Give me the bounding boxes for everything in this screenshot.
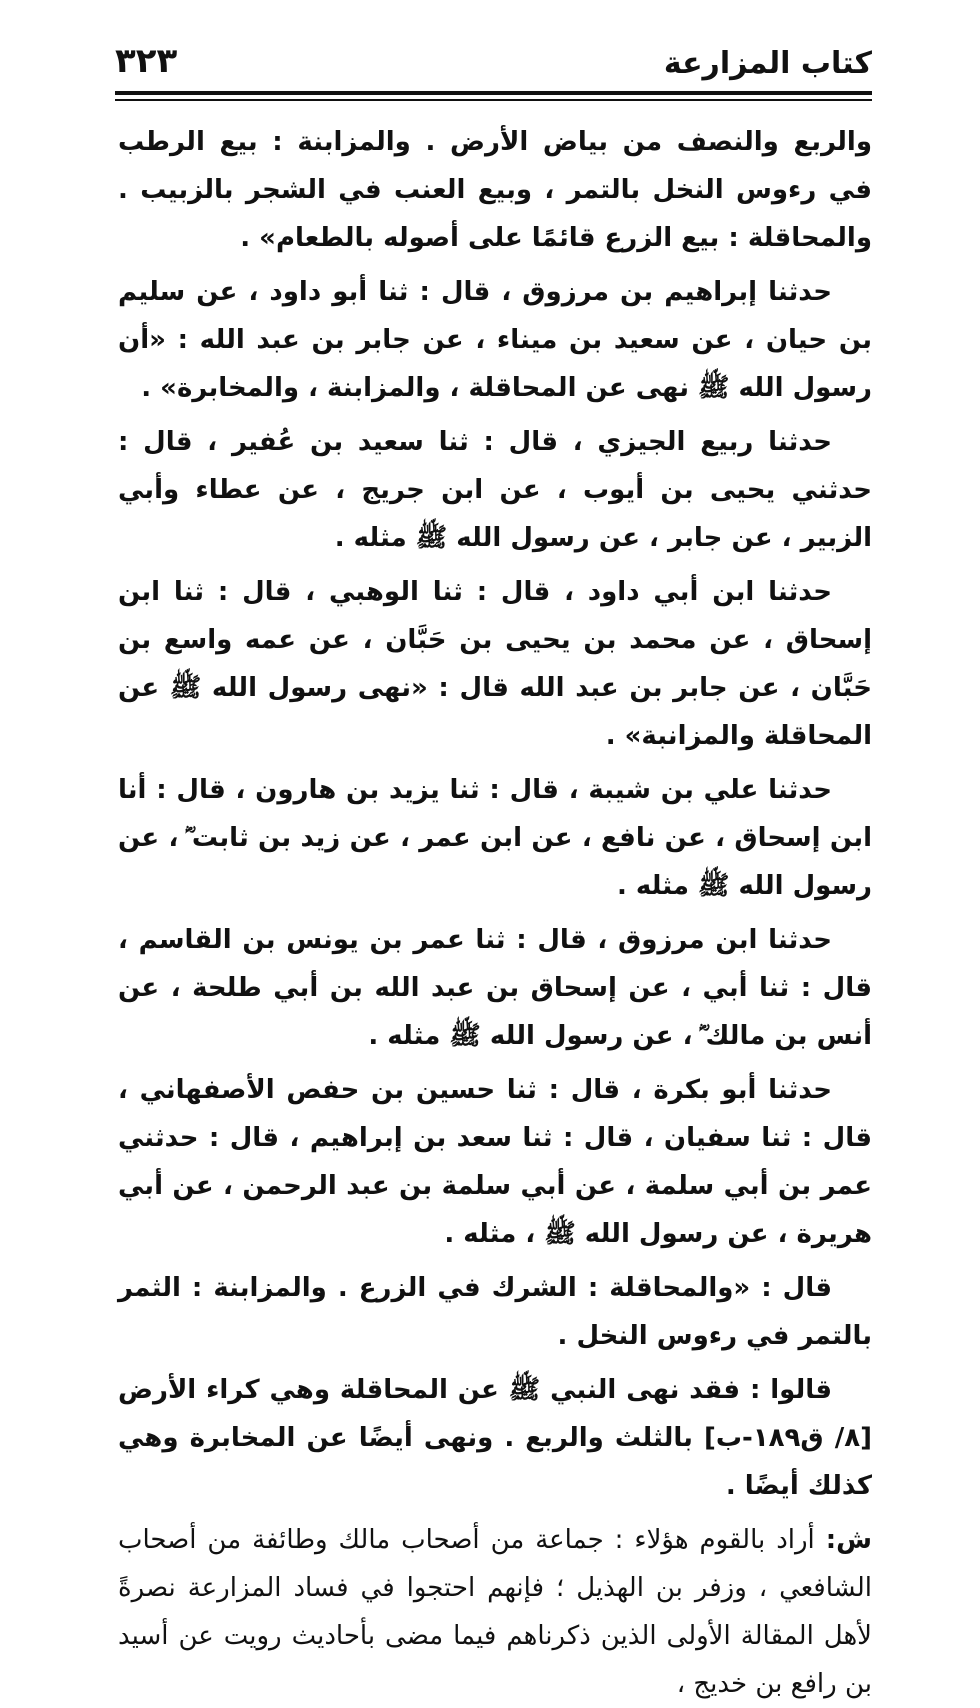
commentary-text: أراد بالقوم هؤلاء : جماعة من أصحاب مالك وطائفة من أصحاب الشافعي ، وزفر بن الهذيل ؛ فإنهم احتجوا في فساد المزارعة نصرةً لأهل المقالة الأولى الذين ذكرناهم فيما مضى بأحاديث رويت عن أسيد بن رافع بن خديج ، xyxy=(118,1525,872,1699)
paragraph-2: حدثنا إبراهيم بن مرزوق ، قال : ثنا أبو داود ، عن سليم بن حيان ، عن سعيد بن ميناء ، عن جابر بن عبد الله : «أن رسول الله ﷺ نهى عن المحاقلة ، والمزابنة ، والمخابرة» . xyxy=(118,277,872,403)
paragraph-5: حدثنا علي بن شيبة ، قال : ثنا يزيد بن هارون ، قال : أنا ابن إسحاق ، عن نافع ، عن ابن عمر ، عن زيد بن ثابت ؓ ، عن رسول الله ﷺ مثله . xyxy=(118,775,872,901)
commentary-marker: ش: xyxy=(825,1525,872,1555)
paragraph-8: قال : «والمحاقلة : الشرك في الزرع . والمزابنة : الثمر بالتمر في رءوس النخل . xyxy=(118,1273,872,1351)
page-body xyxy=(118,118,872,1699)
running-header xyxy=(115,40,872,84)
paragraph-3: حدثنا ربيع الجيزي ، قال : ثنا سعيد بن عُفير ، قال : حدثني يحيى بن أيوب ، عن ابن جريج ، عن عطاء وأبي الزبير ، عن جابر ، عن رسول الله ﷺ مثله . xyxy=(118,427,872,553)
chapter-title: كتاب المزارعة xyxy=(663,46,872,81)
paragraph-4: حدثنا ابن أبي داود ، قال : ثنا الوهبي ، قال : ثنا ابن إسحاق ، عن محمد بن يحيى بن حَبَّان ، عن عمه واسع بن حَبَّان ، عن جابر بن عبد الله قال : «نهى رسول الله ﷺ عن المحاقلة والمزانبة» . xyxy=(118,577,872,751)
page-number: ٣٢٣ xyxy=(115,41,178,81)
header-rule-thin xyxy=(115,99,872,101)
paragraph-6: حدثنا ابن مرزوق ، قال : ثنا عمر بن يونس بن القاسم ، قال : ثنا أبي ، عن إسحاق بن عبد الله بن أبي طلحة ، عن أنس بن مالك ؓ ، عن رسول الله ﷺ مثله . xyxy=(118,925,872,1051)
paragraph-9: قالوا : فقد نهى النبي ﷺ عن المحاقلة وهي كراء الأرض [٨/ ق١٨٩-ب] بالثلث والربع . ونهى أيضًا عن المخابرة وهي كذلك أيضًا . xyxy=(118,1375,872,1501)
paragraph-1: والربع والنصف من بياض الأرض . والمزابنة : بيع الرطب في رءوس النخل بالتمر ، وبيع العنب في الشجر بالزبيب . والمحاقلة : بيع الزرع قائمًا على أصوله بالطعام» . xyxy=(118,127,872,253)
header-rule-thick xyxy=(115,91,872,95)
paragraph-7: حدثنا أبو بكرة ، قال : ثنا حسين بن حفص الأصفهاني ، قال : ثنا سفيان ، قال : ثنا سعد بن إبراهيم ، قال : حدثني عمر بن أبي سلمة ، عن أبي سلمة بن عبد الرحمن ، عن أبي هريرة ، عن رسول الله ﷺ ، مثله . xyxy=(118,1075,872,1249)
paragraph-10 xyxy=(118,1516,872,1708)
